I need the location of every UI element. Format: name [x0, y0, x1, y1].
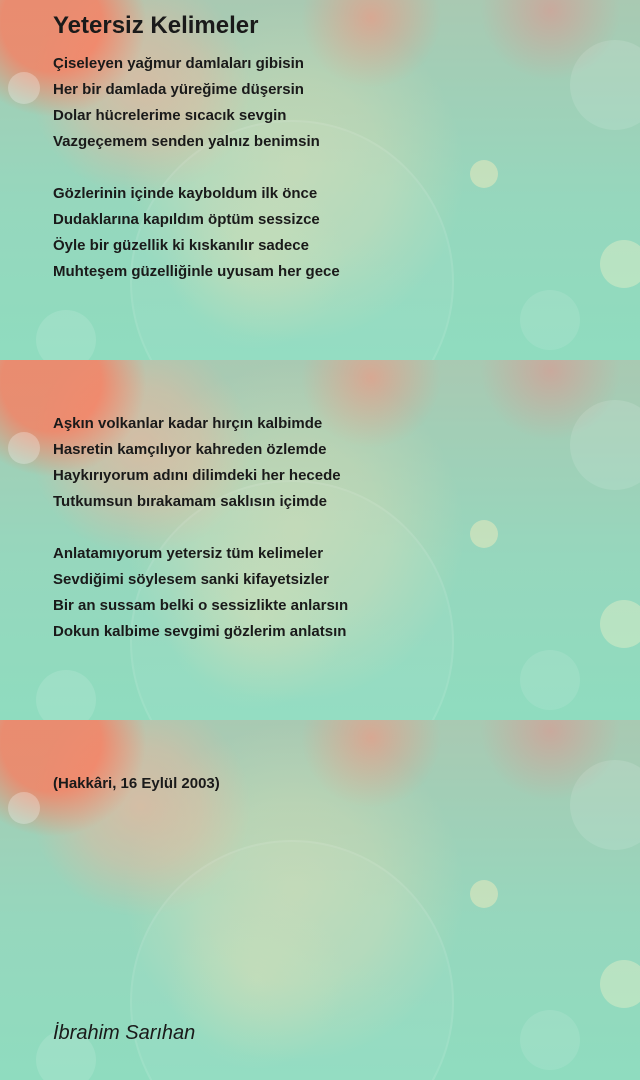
poem-line: Çiseleyen yağmur damlaları gibisin: [53, 55, 304, 72]
poem-panel-2: [0, 360, 640, 720]
poem-line: Gözlerinin içinde kayboldum ilk önce: [53, 185, 318, 202]
bokeh-light: [36, 670, 96, 720]
poem-line: Dolar hücrelerime sıcacık sevgin: [53, 107, 287, 124]
bokeh-light: [520, 650, 580, 710]
poem-title: Yetersiz Kelimeler: [53, 12, 259, 39]
poem-line: Aşkın volkanlar kadar hırçın kalbimde: [53, 415, 323, 432]
bokeh-light: [36, 310, 96, 360]
bokeh-light: [470, 160, 498, 188]
bokeh-light: [570, 40, 640, 130]
poem-line: Dudaklarına kapıldım öptüm sessizce: [53, 211, 320, 228]
poem-line: Hasretin kamçılıyor kahreden özlemde: [53, 441, 327, 458]
poem-line: Sevdiğimi söylesem sanki kifayetsizler: [53, 571, 329, 588]
poem-line: Muhteşem güzelliğinle uyusam her gece: [53, 263, 340, 280]
poem-author: İbrahim Sarıhan: [53, 1022, 196, 1044]
bokeh-light: [8, 792, 40, 824]
poem-stanza-1: [53, 51, 340, 285]
bokeh-light: [600, 960, 640, 1008]
bokeh-light: [570, 400, 640, 490]
poem-line: Tutkumsun bırakamam saklısın içimde: [53, 493, 327, 510]
poem-line: Vazgeçemem senden yalnız benimsin: [53, 133, 320, 150]
bokeh-light: [520, 290, 580, 350]
poem-line: Bir an sussam belki o sessizlikte anlarsın: [53, 597, 349, 614]
poem-panel-1: [0, 0, 640, 360]
poem-line: Anlatamıyorum yetersiz tüm kelimeler: [53, 545, 324, 562]
bokeh-light: [520, 1010, 580, 1070]
bokeh-light: [470, 520, 498, 548]
poem-line: Her bir damlada yüreğime düşersin: [53, 81, 304, 98]
poem-line: Öyle bir güzellik ki kıskanılır sadece: [53, 237, 309, 254]
bokeh-light: [8, 432, 40, 464]
poem-line: Dokun kalbime sevgimi gözlerim anlatsın: [53, 623, 347, 640]
bokeh-light: [600, 600, 640, 648]
poem-panel-3: [0, 720, 640, 1080]
poem-line: Haykırıyorum adını dilimdeki her hecede: [53, 467, 341, 484]
poem-date-note: (Hakkâri, 16 Eylül 2003): [53, 775, 220, 792]
bokeh-light: [8, 72, 40, 104]
bokeh-light: [470, 880, 498, 908]
bokeh-light: [570, 760, 640, 850]
bokeh-light: [600, 240, 640, 288]
poem-stanza-3: [53, 411, 348, 645]
